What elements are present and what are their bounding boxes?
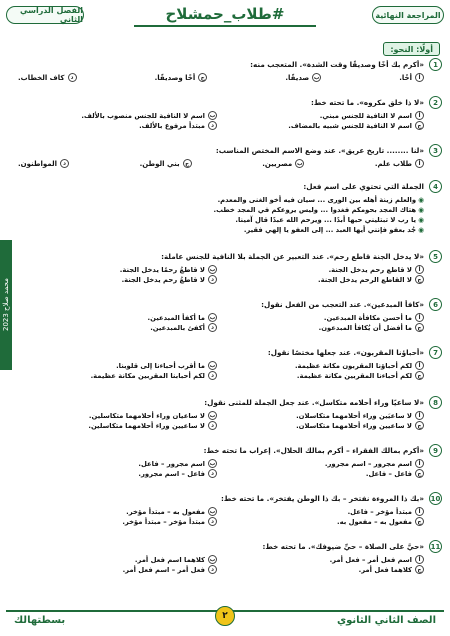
answer-options (14, 505, 442, 526)
answer-option[interactable] (225, 565, 424, 574)
answer-option[interactable] (140, 159, 192, 168)
option-text: اسم مجرور – فاعل. (138, 459, 205, 468)
question-8 (14, 396, 442, 430)
option-text: ما أحسن مكافأة المبدعين. (323, 313, 412, 322)
answer-option[interactable] (225, 121, 424, 130)
option-text: لا ساعيين وراء أحلامهما متكاسلين. (88, 421, 205, 430)
option-text: لكم أحباءنا المقربين مكانة عظيمة. (296, 371, 412, 380)
question-7 (14, 346, 442, 380)
answer-option[interactable] (18, 459, 217, 468)
option-letter: ب (209, 508, 216, 515)
answer-option[interactable] (18, 371, 217, 380)
section-title: أولًا: النحو: (383, 42, 440, 56)
answer-option[interactable] (225, 275, 424, 284)
question-6 (14, 298, 442, 332)
question-5 (14, 250, 442, 284)
answer-option[interactable] (18, 275, 217, 284)
question-number: 8 (429, 396, 442, 409)
answer-option[interactable] (18, 507, 217, 516)
option-text: مبتدأ مؤخر – مبتدأ مؤخر. (122, 517, 205, 526)
answer-option[interactable] (18, 517, 217, 526)
question-header (14, 58, 442, 71)
option-text: كلاهما اسم فعل أمر. (134, 555, 205, 564)
answer-options (14, 263, 442, 284)
question-header (14, 96, 442, 109)
option-letter: ب (209, 412, 216, 419)
question-header (14, 250, 442, 263)
option-text: فعل أمر – اسم فعل أمر. (122, 565, 205, 574)
option-letter: د (60, 159, 69, 168)
option-text: لا ساعيَين وراء أحلامهما متكاسلان. (296, 411, 412, 420)
question-text: «لا يدخل الجنة قاطع رحم». عند التعبير عن الجملة بلا النافية للجنس عاملة: (161, 252, 424, 261)
question-text: «لا ذا خلق مكروه». ما تحته خط: (310, 98, 424, 107)
header-term-label: الفصل الدراسي الثاني (6, 6, 84, 24)
question-number: 3 (429, 144, 442, 157)
option-text: صديقًا. (285, 73, 310, 82)
question-number: 1 (429, 58, 442, 71)
answer-options (14, 311, 442, 332)
question-header (14, 396, 442, 409)
question-header (14, 144, 442, 157)
question-10 (14, 492, 442, 526)
option-text: أخًا وصديقًا. (154, 73, 196, 82)
answer-option[interactable] (225, 421, 424, 430)
header-title: #طلاب_حمشلاح (134, 3, 316, 27)
option-text: المواطنون. (18, 159, 57, 168)
option-text: اسم مجرور – اسم مجرور. (324, 459, 412, 468)
answer-option[interactable] (285, 73, 321, 82)
question-text: «لا ساعيًا وراء أحلامه متكاسل». عند جعل الجملة للمثنى نقول: (204, 398, 424, 407)
question-text: «بك ذا المروءة نفتخر – بك ذا الوطن يفتخر». ما تحته خط: (221, 494, 424, 503)
option-letter: أ (415, 361, 424, 370)
choice-marker-icon: ◉ (418, 206, 424, 214)
answer-option[interactable] (18, 313, 217, 322)
question-header (14, 346, 442, 359)
option-text: مبتدأ مؤخر – فاعل. (347, 507, 412, 516)
answer-option[interactable] (225, 313, 424, 322)
question-number: 7 (429, 346, 442, 359)
question-text: «كافأ المبدعين». عند التعجب من الفعل نقول: (261, 300, 424, 309)
option-letter: أ (415, 111, 424, 120)
option-text: اسم لا النافية للجنس شبيه بالمضاف. (288, 121, 412, 130)
answer-line-text: يا رب لا تبتليني حبها أبدًا ... ويرحم الله عبدًا قال آمينا. (235, 216, 417, 224)
answer-options (14, 409, 442, 430)
answer-option[interactable] (225, 459, 424, 468)
option-text: لا ساعيين وراء أحلامهما متكاسلان. (296, 421, 412, 430)
answer-option[interactable] (18, 411, 217, 420)
answer-line[interactable] (18, 215, 424, 225)
option-text: كلاهما فعل أمر. (358, 565, 412, 574)
answer-option[interactable] (225, 507, 424, 516)
option-letter: د (208, 565, 217, 574)
answer-option[interactable] (225, 265, 424, 274)
option-text: مفعول به – مفعول به. (337, 517, 412, 526)
option-text: اسم لا النافية للجنس منصوب بالألف. (81, 111, 205, 120)
option-text: فاعل – فاعل. (365, 469, 412, 478)
answer-option[interactable] (262, 159, 304, 168)
option-letter: ب (209, 112, 216, 119)
option-letter: ج (415, 275, 424, 284)
option-letter: أ (415, 313, 424, 322)
option-letter: د (208, 469, 217, 478)
question-9 (14, 444, 442, 478)
option-letter: د (68, 73, 77, 82)
option-text: ما أفضل أن يُكافأ المبدعون. (318, 323, 412, 332)
answer-option[interactable] (18, 159, 69, 168)
choice-marker-icon: ◉ (418, 196, 424, 204)
option-letter: ج (415, 421, 424, 430)
option-letter: ج (415, 565, 424, 574)
question-header (14, 492, 442, 505)
footer-grade: الصف الثاني الثانوي (336, 615, 436, 626)
option-text: مصريين. (262, 159, 293, 168)
answer-options (14, 359, 442, 380)
option-letter: ب (209, 556, 216, 563)
option-letter: ب (313, 74, 320, 81)
option-letter: أ (415, 265, 424, 274)
option-text: أخًا. (399, 73, 412, 82)
answer-line[interactable] (18, 195, 424, 205)
option-letter: ج (415, 469, 424, 478)
option-letter: أ (415, 555, 424, 564)
option-text: لا قاطع رحم يدخل الجنة. (328, 265, 412, 274)
answer-option[interactable] (375, 159, 424, 168)
option-text: لكم أحباؤنا المقربون مكانة عظيمة. (294, 361, 412, 370)
answer-option[interactable] (225, 469, 424, 478)
answer-option[interactable] (18, 323, 217, 332)
question-number: 11 (429, 540, 442, 553)
option-text: كاف الخطاب. (18, 73, 65, 82)
question-text: «أكرم بمالك الفقراء – أكرم بمالك الحلال». إعراب ما تحته خط: (203, 446, 424, 455)
question-header (14, 444, 442, 457)
answer-option[interactable] (225, 555, 424, 564)
answer-options (14, 553, 442, 574)
answer-line[interactable] (18, 225, 424, 235)
option-letter: د (208, 371, 217, 380)
answer-option[interactable] (18, 121, 217, 130)
answer-option[interactable] (18, 469, 217, 478)
option-text: لا القاطع الرحم يدخل الجنة. (318, 275, 412, 284)
choice-marker-icon: ◉ (418, 226, 424, 234)
option-letter: ب (209, 460, 216, 467)
option-letter: ج (415, 323, 424, 332)
answer-options (14, 157, 442, 168)
answer-line-text: والعلم زينة أهله بين الورى ... سيان فيه أخو الغنى والمعدم. (217, 196, 417, 204)
option-letter: أ (415, 159, 424, 168)
option-letter: ب (209, 362, 216, 369)
question-header (14, 540, 442, 553)
answer-options (14, 71, 442, 82)
question-header (14, 298, 442, 311)
question-text: «حيَّ على الصلاة – حيِّ ضيوفك». ما تحته خط: (262, 542, 424, 551)
option-text: مفعول به – مبتدأ مؤخر. (126, 507, 205, 516)
option-letter: ج (198, 73, 207, 82)
option-text: فاعل – اسم مجرور. (138, 469, 205, 478)
page-number: ٢ (215, 606, 235, 626)
option-letter: أ (415, 507, 424, 516)
option-text: لا ساعيان وراء أحلامهما متكاسلين. (88, 411, 205, 420)
answer-option[interactable] (18, 421, 217, 430)
question-number: 9 (429, 444, 442, 457)
question-number: 4 (429, 180, 442, 193)
question-number: 5 (429, 250, 442, 263)
answer-option[interactable] (18, 565, 217, 574)
option-text: أكفئ بالمبدعين. (150, 323, 205, 332)
answer-line-text: جُد بعفو فإنني أيها العبد ... إلى العفو يا إلهي فقير. (243, 226, 417, 234)
option-letter: د (208, 275, 217, 284)
answer-options (14, 457, 442, 478)
answer-lines (14, 193, 442, 235)
answer-option[interactable] (225, 361, 424, 370)
option-letter: ج (415, 371, 424, 380)
question-text: الجملة التي تحتوي على اسم فعل: (303, 182, 424, 191)
option-text: ما أكفأ المبدعين. (147, 313, 205, 322)
question-number: 6 (429, 298, 442, 311)
answer-line-text: هتاك المجد بحومكم فغدوا ... وليس يروعكم في المجد خطب. (213, 206, 417, 214)
question-number: 2 (429, 96, 442, 109)
option-text: ما أقرب أحباءنا إلى قلوبنا. (116, 361, 205, 370)
question-3 (14, 144, 442, 168)
answer-option[interactable] (225, 371, 424, 380)
answer-option[interactable] (18, 265, 217, 274)
option-letter: ب (209, 314, 216, 321)
option-letter: د (208, 517, 217, 526)
answer-line[interactable] (18, 205, 424, 215)
option-text: طلاب علم. (374, 159, 412, 168)
option-text: لا قاطعُ رحم يدخل الجنة. (121, 275, 205, 284)
option-letter: ب (209, 266, 216, 273)
option-letter: ج (183, 159, 192, 168)
option-letter: ج (415, 517, 424, 526)
answer-option[interactable] (18, 361, 217, 370)
question-4 (14, 180, 442, 235)
question-11 (14, 540, 442, 574)
option-text: مبتدأ مرفوع بالألف. (139, 121, 205, 130)
answer-option[interactable] (399, 73, 424, 82)
option-text: اسم فعل أمر – فعل أمر. (329, 555, 412, 564)
answer-options (14, 109, 442, 130)
option-text: بني الوطن. (139, 159, 180, 168)
question-text: «أكرم بك أخًا وصديقًا وقت الشدة». المتعجب منه: (250, 60, 424, 69)
question-number: 10 (429, 492, 442, 505)
question-1 (14, 58, 442, 82)
side-author-strip: محمد صلاح 2023 (0, 240, 12, 370)
option-letter: ب (296, 160, 303, 167)
option-letter: أ (415, 73, 424, 82)
answer-option[interactable] (225, 411, 424, 420)
option-letter: د (208, 421, 217, 430)
question-text: «لنا ........ تاريخ عريق». عند وضع الاسم المختص المناسب: (215, 146, 424, 155)
answer-option[interactable] (225, 323, 424, 332)
option-letter: د (208, 323, 217, 332)
answer-option[interactable] (18, 73, 76, 82)
option-letter: ج (415, 121, 424, 130)
page-footer (6, 610, 444, 632)
option-text: لكم أحبابنا المقربين مكانة عظيمة. (90, 371, 205, 380)
option-letter: أ (415, 411, 424, 420)
question-header (14, 180, 442, 193)
question-text: «أحباؤنا المقربون». عند جعلها مختصًا نقول: (267, 348, 424, 357)
option-letter: د (208, 121, 217, 130)
header-review-label: المراجعة النهائية (372, 6, 444, 24)
question-2 (14, 96, 442, 130)
answer-option[interactable] (18, 111, 217, 120)
answer-option[interactable] (18, 555, 217, 564)
answer-option[interactable] (155, 73, 208, 82)
page-header (6, 3, 444, 29)
answer-option[interactable] (225, 517, 424, 526)
option-text: لا قاطعُ رحمًا يدخل الجنة. (119, 265, 205, 274)
footer-brand: بسطتهالك (14, 615, 66, 626)
option-text: اسم لا النافية للجنس مبني. (319, 111, 412, 120)
answer-option[interactable] (225, 111, 424, 120)
choice-marker-icon: ◉ (418, 216, 424, 224)
option-letter: أ (415, 459, 424, 468)
